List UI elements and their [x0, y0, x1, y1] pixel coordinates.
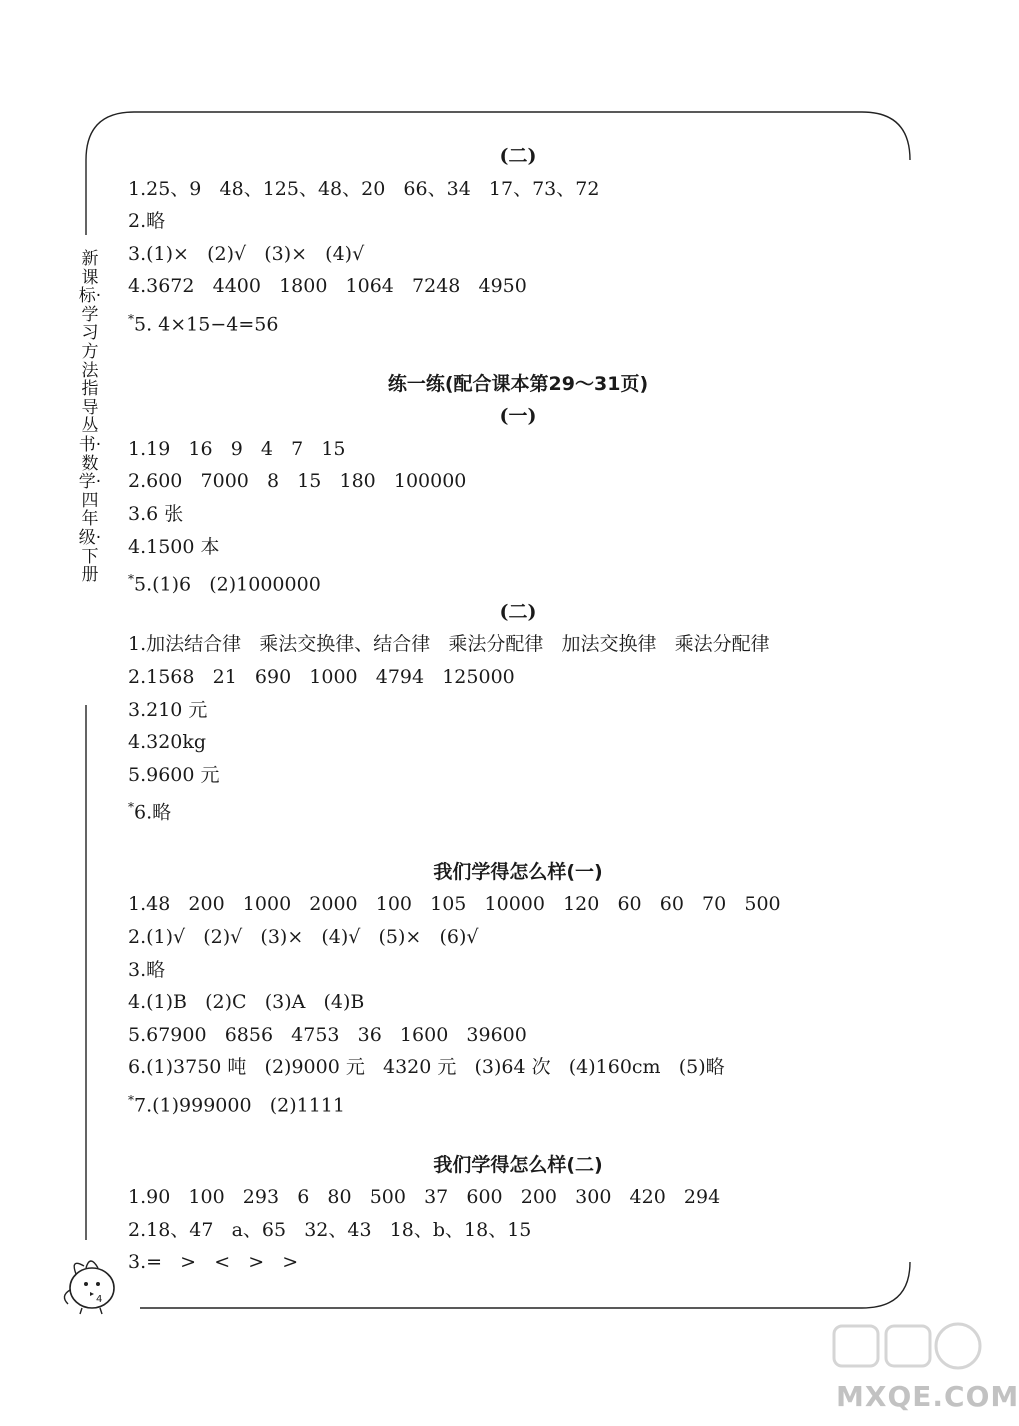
answer-line — [128, 986, 908, 1019]
answer-text: 5. 4×15−4=56 — [134, 313, 279, 336]
answer-line — [128, 921, 908, 954]
section-gap — [128, 824, 908, 856]
answer-text: 6.(1)3750 吨 (2)9000 元 4320 元 (3)64 次 (4)160cm (5)略 — [128, 1056, 725, 1079]
answer-text: 3.210 元 — [128, 698, 208, 721]
answer-text: 1.90 100 293 6 80 500 37 600 200 300 420 294 — [128, 1186, 721, 1209]
answer-text: 2.18、47 a、65 32、43 18、b、18、15 — [128, 1218, 532, 1241]
answer-line — [128, 531, 908, 564]
answer-text: 3.(1)× (2)√ (3)× (4)√ — [128, 242, 365, 265]
answer-line — [128, 759, 908, 792]
answer-text: 7.(1)999000 (2)1111 — [134, 1094, 345, 1117]
answer-text: 1.48 200 1000 2000 100 105 10000 120 60 60 70 500 — [128, 893, 781, 916]
answer-text: 2.1568 21 690 1000 4794 125000 — [128, 665, 515, 688]
answer-line — [128, 888, 908, 921]
answer-text: 5.9600 元 — [128, 763, 220, 786]
answer-line — [128, 726, 908, 759]
answer-text: 1.25、9 48、125、48、20 66、34 17、73、72 — [128, 177, 600, 200]
optional-marker: * — [128, 572, 134, 587]
subsection-title: (二) — [499, 600, 537, 623]
answer-text: 2.600 7000 8 15 180 100000 — [128, 470, 467, 493]
answer-text: 1.19 16 9 4 7 15 — [128, 437, 346, 460]
answer-line — [128, 465, 908, 498]
answer-line — [128, 1051, 908, 1084]
bird-mascot-icon — [56, 1248, 126, 1318]
answer-text: 4.3672 4400 1800 1064 7248 4950 — [128, 275, 527, 298]
answer-line — [128, 205, 908, 238]
answer-text: 3.= > < > > — [128, 1251, 299, 1274]
answer-text: 2.略 — [128, 210, 166, 233]
answer-line — [128, 791, 908, 824]
watermark-text: MXQE.COM — [836, 1380, 1019, 1413]
answer-text: 5.67900 6856 4753 36 1600 39600 — [128, 1023, 527, 1046]
answer-line — [128, 563, 908, 596]
side-series-title: 新课标·学习方法指导丛书·数学·四年级·下册 — [78, 249, 102, 586]
section-title: 我们学得怎么样(二) — [433, 1153, 603, 1176]
page-number: 4 — [96, 1294, 103, 1305]
answer-line — [128, 498, 908, 531]
answer-text: 3.6 张 — [128, 502, 184, 525]
answer-text: 3.略 — [128, 958, 166, 981]
subsection-title: (一) — [499, 405, 537, 428]
section-gap — [128, 336, 908, 368]
subsection-title: (二) — [499, 145, 537, 167]
answer-line — [128, 661, 908, 694]
answer-text: 4.(1)B (2)C (3)A (4)B — [128, 991, 365, 1014]
answer-content — [128, 140, 908, 1279]
answer-text: 4.1500 本 — [128, 535, 220, 558]
answer-line — [128, 1246, 908, 1279]
answer-line — [128, 1084, 908, 1117]
optional-marker: * — [128, 800, 134, 815]
section-gap — [128, 1117, 908, 1149]
answer-line — [128, 433, 908, 466]
section-title: 练一练(配合课本第29～31页) — [387, 372, 649, 395]
answer-line — [128, 173, 908, 206]
answer-line — [128, 270, 908, 303]
answer-line — [128, 628, 908, 661]
answer-line — [128, 954, 908, 987]
optional-marker: * — [128, 1093, 134, 1108]
optional-marker: * — [128, 311, 134, 326]
section-title: 我们学得怎么样(一) — [433, 860, 603, 883]
answer-line — [128, 303, 908, 336]
answer-text: 4.320kg — [128, 731, 207, 754]
answer-line — [128, 694, 908, 727]
answer-line — [128, 1214, 908, 1247]
answer-text: 1.加法结合律 乘法交换律、结合律 乘法分配律 加法交换律 乘法分配律 — [128, 633, 770, 656]
answer-text: 2.(1)√ (2)√ (3)× (4)√ (5)× (6)√ — [128, 926, 479, 949]
answer-text: 6.略 — [134, 801, 172, 824]
answer-text: 5.(1)6 (2)1000000 — [134, 573, 321, 596]
answer-line — [128, 1019, 908, 1052]
answer-line — [128, 238, 908, 271]
answer-line — [128, 1181, 908, 1214]
